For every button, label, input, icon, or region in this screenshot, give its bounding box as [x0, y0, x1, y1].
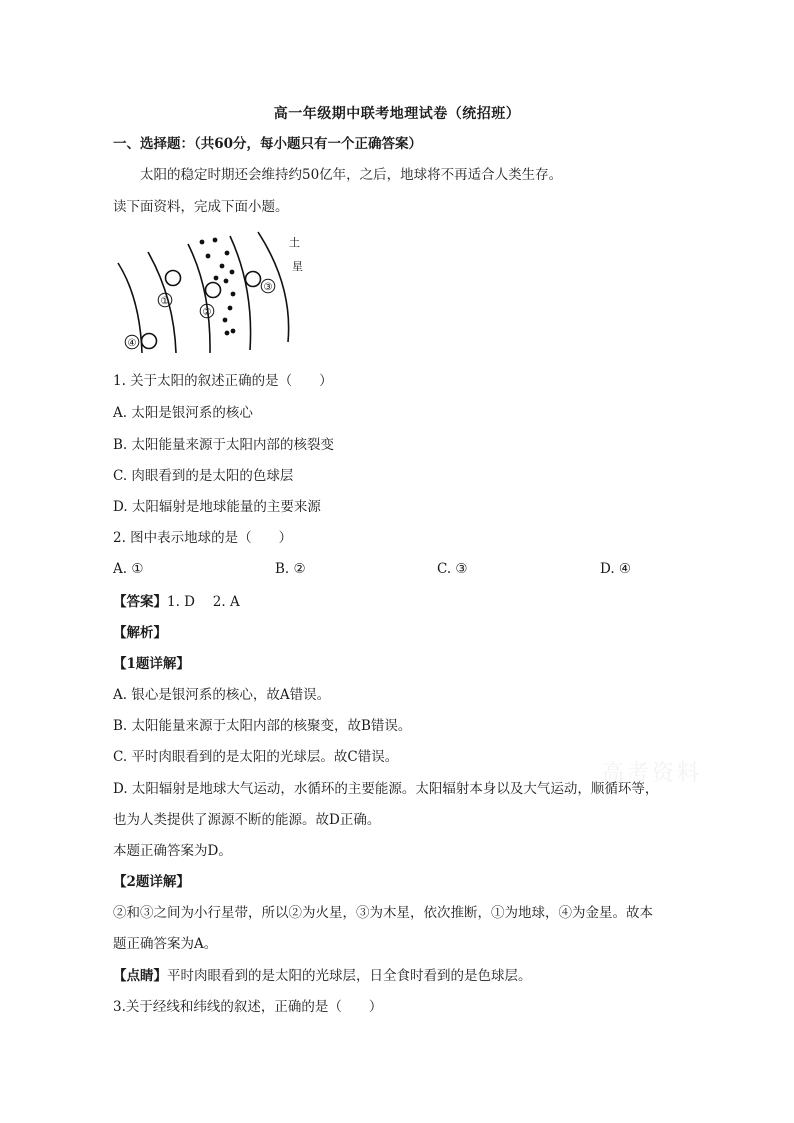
intro-text: 太阳的稳定时期还会维持约50亿年，之后，地球将不再适合人类生存。 — [140, 167, 563, 183]
detail1-line-5: 也为人类提供了源源不断的能源。故D正确。 — [113, 812, 381, 828]
point-label: 【点睛】 — [113, 968, 167, 984]
detail1-line-2: B. 太阳能量来源于太阳内部的核聚变，故B错误。 — [113, 718, 412, 734]
detail1-line-1: A. 银心是银河系的核心，故A错误。 — [113, 687, 331, 703]
marker-3: ③ — [263, 282, 273, 293]
q1-stem: 1. 关于太阳的叙述正确的是（ ） — [113, 373, 333, 389]
q2-option-c: C. ③ — [437, 561, 468, 577]
solar-system-diagram — [112, 228, 312, 358]
q2-options — [113, 561, 673, 579]
detail1-line-6: 本题正确答案为D。 — [113, 843, 232, 859]
detail2-line-2: 题正确答案为A。 — [113, 936, 218, 952]
marker-2: ② — [202, 307, 212, 318]
answer-text: 1. D 2. A — [167, 594, 240, 610]
planet-2 — [206, 283, 221, 298]
answer-line — [113, 593, 240, 611]
analysis-label: 【解析】 — [113, 625, 167, 641]
point-line — [113, 967, 532, 985]
saturn-label-1: 土 — [289, 236, 300, 249]
answer-label: 【答案】 — [113, 594, 167, 610]
q2-option-d: D. ④ — [600, 561, 632, 577]
q1-option-d: D. 太阳辐射是地球能量的主要来源 — [113, 499, 321, 515]
planet-4 — [142, 334, 157, 349]
point-text: 平时肉眼看到的是太阳的光球层，日全食时看到的是色球层。 — [167, 968, 532, 984]
watermark: 高考资料 — [602, 761, 703, 786]
saturn-label-2: 星 — [292, 260, 303, 273]
orbit-3 — [188, 244, 210, 353]
q2-stem: 2. 图中表示地球的是（ ） — [113, 530, 293, 546]
page-title: 高一年级期中联考地理试卷（统招班） — [273, 106, 521, 122]
planet-3 — [246, 272, 261, 287]
detail1-line-3: C. 平时肉眼看到的是太阳的光球层。故C错误。 — [113, 749, 399, 765]
q2-option-b: B. ② — [275, 561, 306, 577]
marker-4: ④ — [127, 338, 137, 349]
marker-1: ① — [160, 296, 170, 307]
section-heading: 一、选择题：（共60分，每小题只有一个正确答案） — [113, 136, 423, 152]
q1-option-c: C. 肉眼看到的是太阳的色球层 — [113, 468, 294, 484]
detail2-label: 【2题详解】 — [113, 874, 190, 890]
detail1-line-4: D. 太阳辐射是地球大气运动，水循环的主要能源。太阳辐射本身以及大气运动，顺循环等， — [113, 781, 659, 797]
planet-1 — [166, 271, 181, 286]
q1-option-a: A. 太阳是银河系的核心 — [113, 405, 253, 421]
q2-option-a: A. ① — [113, 561, 144, 577]
instruction-text: 读下面资料，完成下面小题。 — [113, 199, 289, 215]
detail2-line-1: ②和③之间为小行星带，所以②为火星，③为木星，依次推断，①为地球，④为金星。故本 — [113, 905, 653, 921]
q1-option-b: B. 太阳能量来源于太阳内部的核裂变 — [113, 437, 335, 453]
detail1-label: 【1题详解】 — [113, 656, 190, 672]
q3-stem: 3.关于经线和纬线的叙述，正确的是（ ） — [113, 999, 383, 1015]
